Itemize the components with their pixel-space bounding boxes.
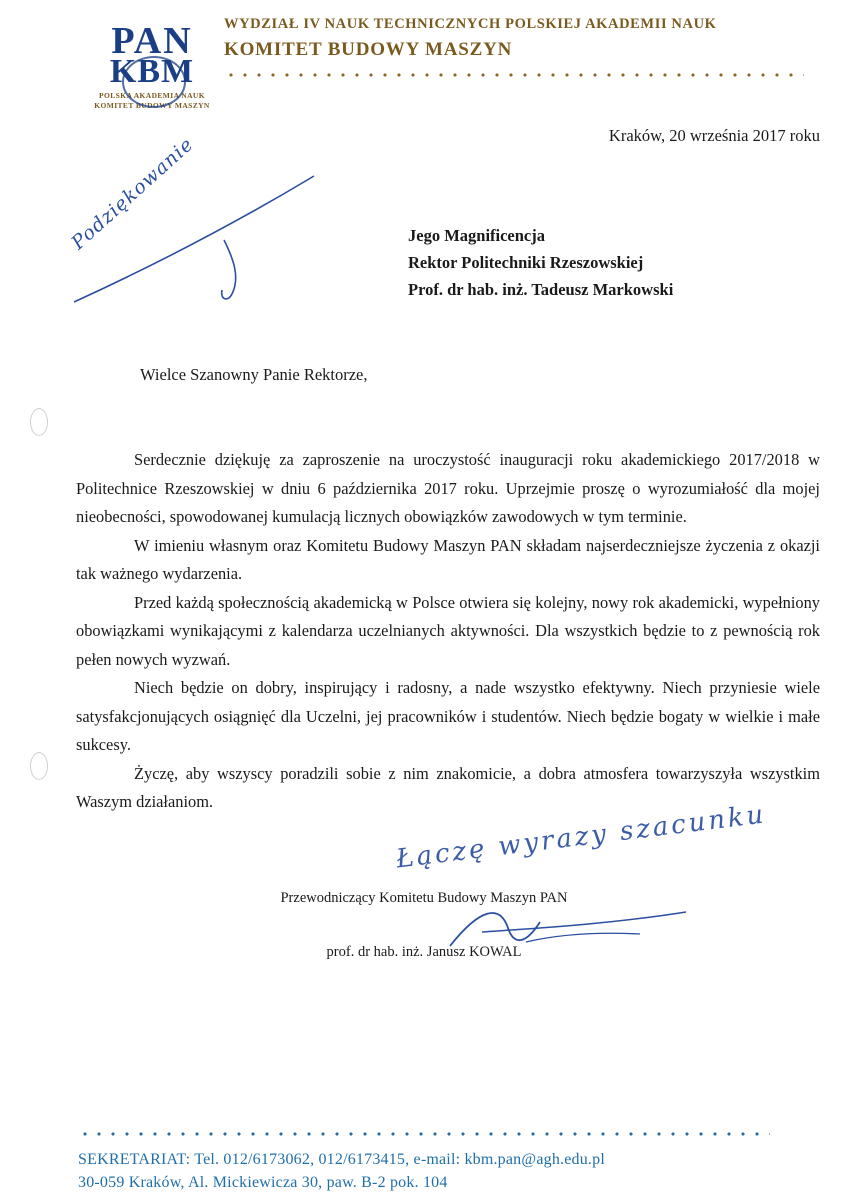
body-paragraph: W imieniu własnym oraz Komitetu Budowy Maszyn PAN składam najserdeczniejsze życzenia z okazji tak ważnego wydarzenia.	[76, 535, 820, 583]
letterhead-department: WYDZIAŁ IV NAUK TECHNICZNYCH POLSKIEJ AKADEMII NAUK	[224, 16, 717, 32]
pan-kbm-logo	[78, 22, 226, 111]
body-paragraph: Przed każdą społecznością akademicką w Polsce otwiera się kolejny, nowy rok akademicki, wypełniony obowiązkami wynikającymi z kalendarza uczelnianych aktywności. Dla wszystkich będzie to z pewnością rok pełen nowych wyzwań.	[76, 592, 820, 669]
logo-subtitle-committee: KOMITET BUDOWY MASZYN	[94, 101, 210, 110]
logo-kbm-text: KBM	[109, 53, 195, 90]
punch-hole-icon	[30, 408, 48, 436]
footer-contact-line: SEKRETARIAT: Tel. 012/6173062, 012/6173415, e-mail: kbm.pan@agh.edu.pl	[78, 1151, 605, 1168]
date-line: Kraków, 20 września 2017 roku	[608, 126, 820, 145]
letter-body	[76, 446, 820, 817]
addressee-line-3: Prof. dr hab. inż. Tadeusz Markowski	[408, 280, 674, 299]
addressee-block	[408, 222, 673, 303]
annotation-stroke-icon	[64, 160, 384, 310]
addressee-line-1: Jego Magnificencja	[408, 226, 546, 245]
logo-ellipse-icon	[122, 56, 186, 108]
letterhead	[0, 14, 848, 124]
body-paragraph: Serdecznie dziękuję za zaproszenie na uroczystość inauguracji roku akademickiego 2017/2018 w Politechnice Rzeszowskiej w dniu 6 października 2017 roku. Uprzejmie proszę o wyrozumiałość dla mojej nieobecności, spowodowanej kumulacją licznych obowiązków zawodowych w tym terminie.	[76, 450, 820, 526]
annotation-text: Podziękowanie	[67, 133, 198, 254]
handwritten-annotation	[64, 133, 384, 310]
letterhead-committee: KOMITET BUDOWY MASZYN	[224, 39, 513, 60]
footer-dotted-rule	[78, 1130, 770, 1138]
body-paragraph: Niech będzie on dobry, inspirujący i radosny, a nade wszystko efektywny. Niech przyniesie wiele satysfakcjonujących osiągnięć dla Uczelni, jej pracowników i studentów. Niech będzie bogaty w wielkie i małe sukcesy.	[76, 678, 820, 754]
letterhead-dotted-rule	[224, 71, 804, 79]
letterhead-titles	[224, 16, 824, 79]
signature-role: Przewodniczący Komitetu Budowy Maszyn PAN	[280, 890, 568, 906]
salutation: Wielce Szanowny Panie Rektorze,	[140, 365, 368, 384]
body-paragraph: Życzę, aby wszyscy poradzili sobie z nim znakomicie, a dobra atmosfera towarzyszyła wszystkim Waszym działaniom.	[76, 763, 820, 811]
signature-name: prof. dr hab. inż. Janusz KOWAL	[326, 944, 522, 960]
addressee-line-2: Rektor Politechniki Rzeszowskiej	[408, 253, 644, 272]
logo-subtitle-academy: POLSKA AKADEMIA NAUK	[99, 91, 205, 100]
signature-closing-script: Łączę wyrazy szacunku	[394, 799, 768, 875]
punch-hole-icon	[30, 752, 48, 780]
footer	[0, 1130, 848, 1194]
footer-address-line: 30-059 Kraków, Al. Mickiewicza 30, paw. B-2 pok. 104	[78, 1174, 448, 1191]
logo-pan-text: PAN	[111, 20, 193, 62]
